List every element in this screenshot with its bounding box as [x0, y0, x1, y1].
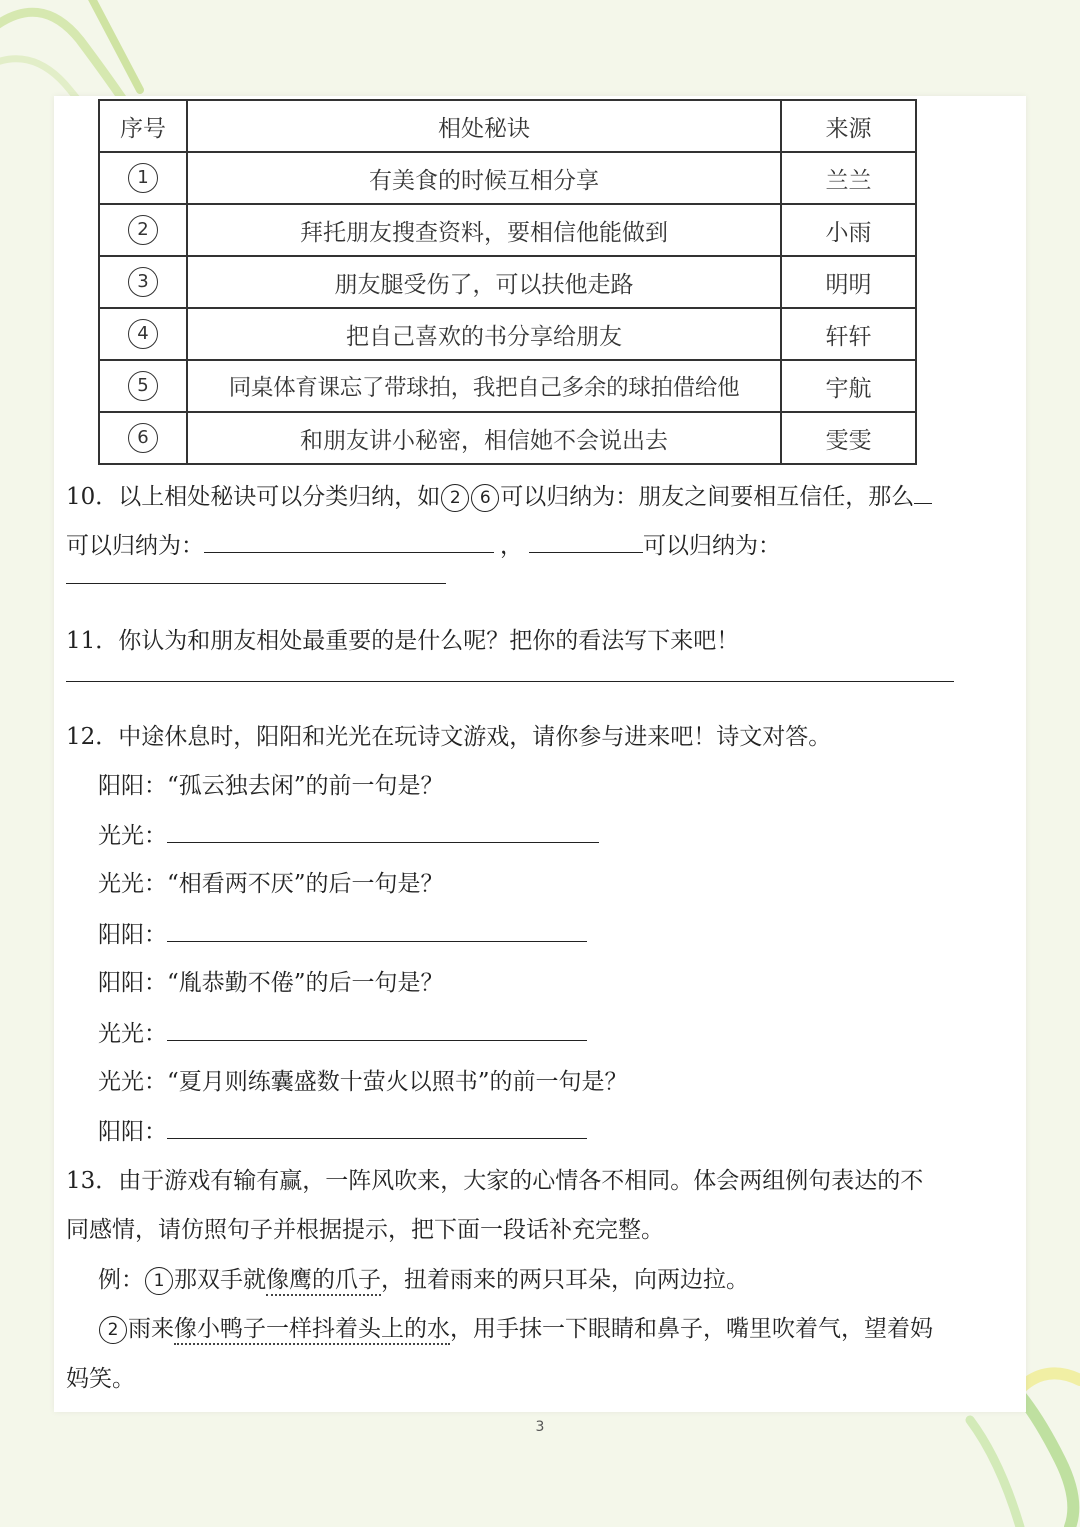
q12-prompt-3: 阳阳：“胤恭勤不倦”的后一句是？	[98, 970, 444, 996]
table-row	[99, 412, 916, 464]
q13-example-label: 例：	[98, 1267, 144, 1293]
friendship-tips-table	[98, 99, 917, 465]
q12-answer-blank-2[interactable]	[167, 919, 587, 942]
q10-ref-number: 2	[441, 484, 469, 512]
q12-prompt-4: 光光：“夏月则练囊盛数十萤火以照书”的前一句是？	[98, 1069, 628, 1095]
q13-line1: 13．由于游戏有输有赢，一阵风吹来，大家的心情各不相同。体会两组例句表达的不	[66, 1168, 924, 1194]
q10-answer-blank-4[interactable]	[66, 583, 446, 584]
q12-answer-blank-4[interactable]	[167, 1116, 587, 1139]
row-number-cell	[99, 152, 187, 204]
q10-ref-number: 6	[471, 484, 499, 512]
q12-speaker: 阳阳：	[98, 922, 167, 948]
q10-prefix: 10．以上相处秘诀可以分类归纳，如	[66, 484, 441, 510]
q12-prompt-2: 光光：“相看两不厌”的后一句是？	[98, 871, 444, 897]
q12-answer-row-1	[98, 820, 599, 851]
row-tip: 和朋友讲小秘密，相信她不会说出去	[187, 412, 781, 464]
q12-prompt-1: 阳阳：“孤云独去闲”的前一句是？	[98, 773, 444, 799]
row-source: 明明	[781, 256, 916, 308]
table-row	[99, 256, 916, 308]
q13-line2: 同感情，请仿照句子并根据提示，把下面一段话补充完整。	[66, 1217, 664, 1243]
row-number-cell	[99, 256, 187, 308]
q13-ex2-a: 雨来	[128, 1316, 174, 1342]
table-row	[99, 360, 916, 412]
q11-answer-line[interactable]	[66, 681, 954, 682]
table-row	[99, 308, 916, 360]
row-number: 2	[128, 215, 158, 245]
q11-text: 11．你认为和朋友相处最重要的是什么呢？把你的看法写下来吧！	[66, 628, 740, 654]
q10-suffix: 可以归纳为：朋友之间要相互信任，那么	[500, 484, 915, 510]
table-row	[99, 204, 916, 256]
row-source: 小雨	[781, 204, 916, 256]
row-number: 6	[128, 423, 158, 453]
q10-line2	[66, 530, 781, 561]
q13-example-number: 1	[145, 1267, 173, 1295]
header-source: 来源	[781, 100, 916, 152]
row-source: 雯雯	[781, 412, 916, 464]
row-number: 1	[128, 163, 158, 193]
table-row	[99, 152, 916, 204]
row-tip: 朋友腿受伤了，可以扶他走路	[187, 256, 781, 308]
q10-answer-blank-2[interactable]	[204, 530, 494, 553]
row-number-cell	[99, 204, 187, 256]
q12-speaker: 光光：	[98, 823, 167, 849]
page-number: 3	[535, 1419, 545, 1435]
row-number-cell	[99, 308, 187, 360]
row-source: 宇航	[781, 360, 916, 412]
q10-line1	[66, 481, 932, 512]
row-number: 3	[128, 267, 158, 297]
q10-line2-b: 可以归纳为：	[643, 533, 781, 559]
row-tip: 拜托朋友搜查资料，要相信他能做到	[187, 204, 781, 256]
row-tip: 同桌体育课忘了带球拍，我把自己多余的球拍借给他	[187, 360, 781, 412]
q13-ex1-b: ，扭着雨来的两只耳朵，向两边拉。	[381, 1267, 749, 1293]
row-source: 兰兰	[781, 152, 916, 204]
q13-ex1-a: 那双手就	[174, 1267, 266, 1293]
q13-ex1-emphasis: 像鹰的爪子	[266, 1267, 381, 1296]
row-number-cell	[99, 412, 187, 464]
q12-answer-blank-1[interactable]	[167, 820, 599, 843]
q10-comma: ，	[500, 533, 523, 559]
q13-example-number: 2	[99, 1316, 127, 1344]
q12-answer-row-2	[98, 919, 587, 950]
table-header-row	[99, 100, 916, 152]
q10-answer-blank-1[interactable]	[914, 481, 932, 504]
q12-answer-blank-3[interactable]	[167, 1018, 587, 1041]
q10-line2-a: 可以归纳为：	[66, 533, 204, 559]
row-number-cell	[99, 360, 187, 412]
row-number: 5	[128, 371, 158, 401]
q12-answer-row-3	[98, 1018, 587, 1049]
q13-ex2-b: ，用手抹一下眼睛和鼻子，嘴里吹着气，望着妈	[450, 1316, 933, 1342]
row-tip: 把自己喜欢的书分享给朋友	[187, 308, 781, 360]
row-tip: 有美食的时候互相分享	[187, 152, 781, 204]
q12-intro: 12．中途休息时，阳阳和光光在玩诗文游戏，请你参与进来吧！诗文对答。	[66, 724, 832, 750]
header-number: 序号	[99, 100, 187, 152]
q12-speaker: 阳阳：	[98, 1119, 167, 1145]
row-number: 4	[128, 319, 158, 349]
row-source: 轩轩	[781, 308, 916, 360]
q13-ex2-emphasis: 像小鸭子一样抖着头上的水	[174, 1316, 450, 1345]
header-tip: 相处秘诀	[187, 100, 781, 152]
q13-example-2	[98, 1314, 933, 1344]
q13-example-2-cont: 妈笑。	[66, 1366, 135, 1392]
q13-example-1	[98, 1265, 749, 1295]
q12-answer-row-4	[98, 1116, 587, 1147]
q10-answer-blank-3[interactable]	[529, 530, 643, 553]
q12-speaker: 光光：	[98, 1021, 167, 1047]
